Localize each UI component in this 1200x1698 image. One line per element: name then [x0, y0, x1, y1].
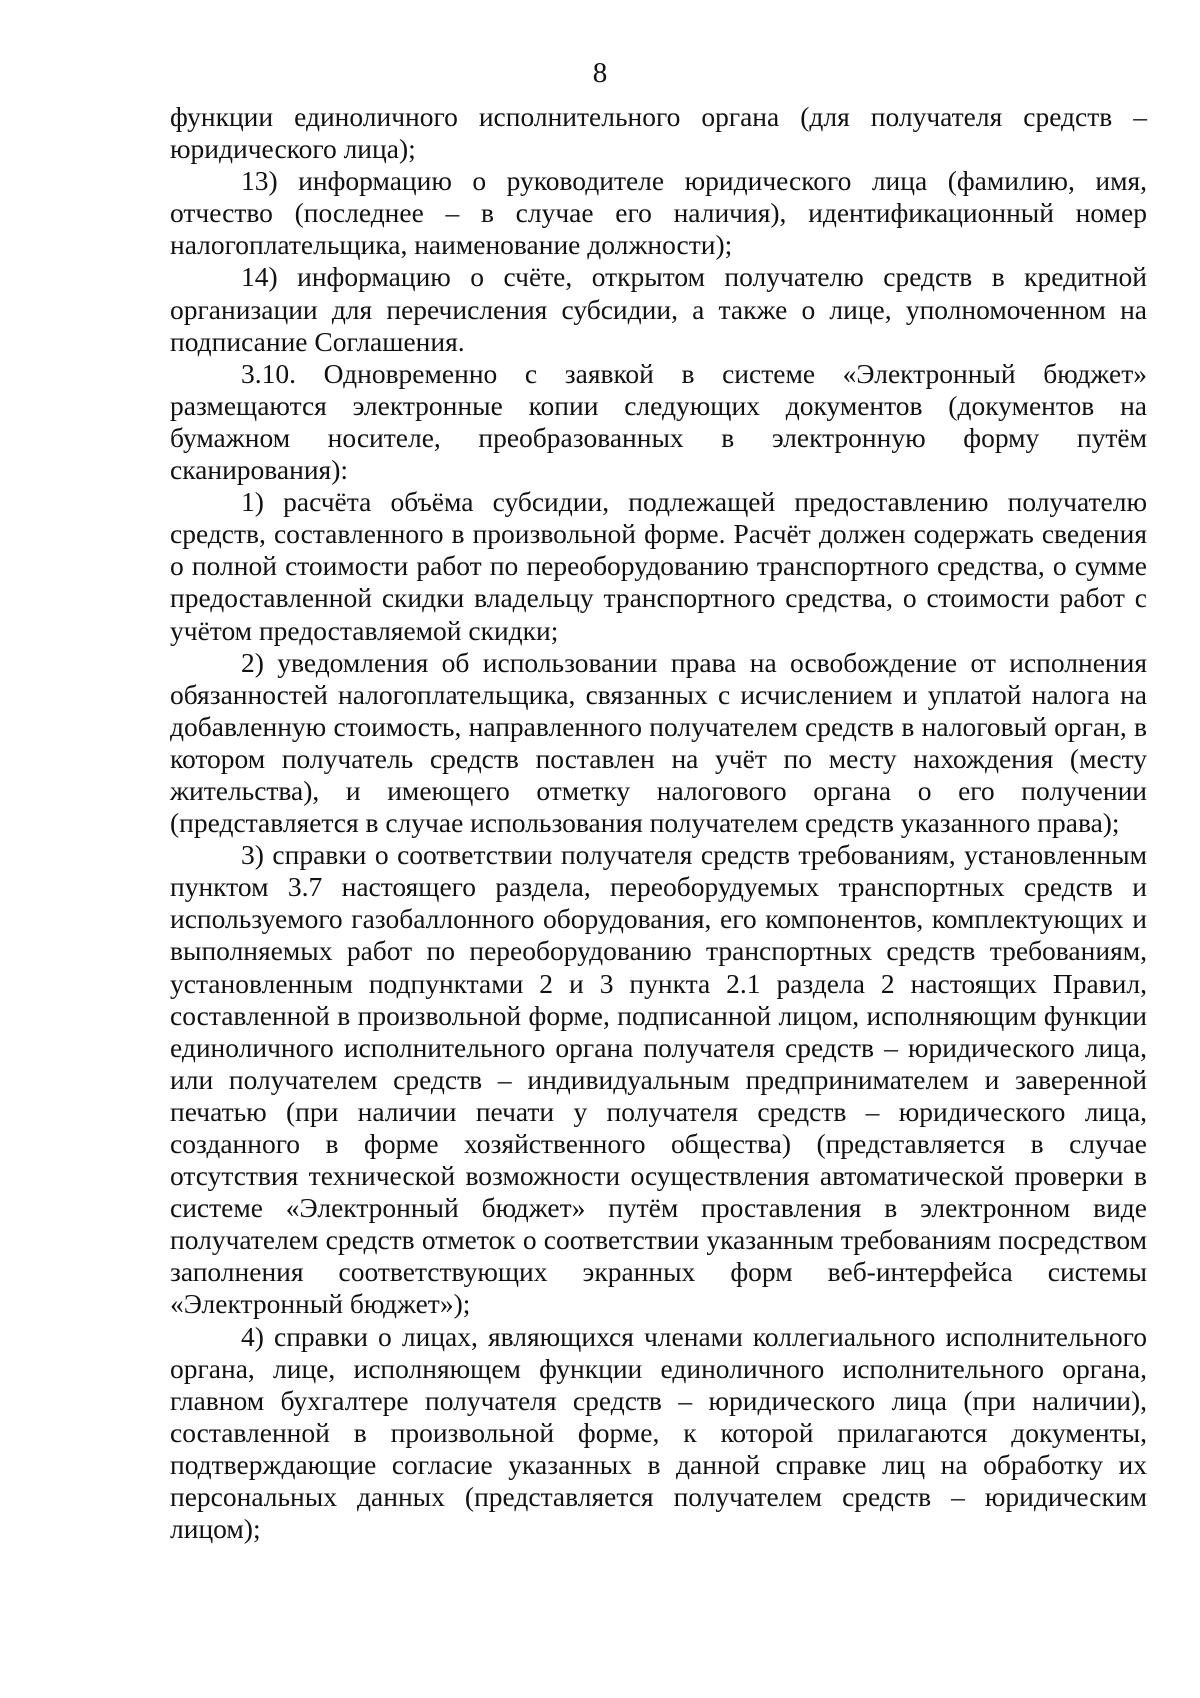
- paragraph-doc-item-1: 1) расчёта объёма субсидии, подлежащей предоставлению получателю средств, составленного в произвольной форме. Расчёт должен содержать сведения о полной стоимости работ по переоборудованию транспортного средства, о сумме предоставленной скидки владельцу транспортного средства, о стоимости работ с учётом предоставляемой скидки;: [170, 486, 1147, 646]
- paragraph-item-14: 14) информацию о счёте, открытом получателю средств в кредитной организации для перечисления субсидии, а также о лице, уполномоченном на подписание Соглашения.: [170, 261, 1147, 357]
- paragraph-section-3-10: 3.10. Одновременно с заявкой в системе «Электронный бюджет» размещаются электронные копии следующих документов (документов на бумажном носителе, преобразованных в электронную форму путём сканирования):: [170, 357, 1147, 486]
- paragraph-item-13: 13) информацию о руководителе юридического лица (фамилию, имя, отчество (последнее – в случае его наличия), идентификационный номер налогоплательщика, наименование должности);: [170, 165, 1147, 261]
- document-body: [170, 101, 1147, 1545]
- paragraph-continuation: функции единоличного исполнительного органа (для получателя средств – юридического лица);: [170, 101, 1147, 165]
- page-number: 8: [592, 57, 608, 89]
- paragraph-doc-item-2: 2) уведомления об использовании права на освобождение от исполнения обязанностей налогоплательщика, связанных с исчислением и уплатой налога на добавленную стоимость, направленного получателем средств в налоговый орган, в котором получатель средств поставлен на учёт по месту нахождения (месту жительства), и имеющего отметку налогового органа о его получении (представляется в случае использования получателем средств указанного права);: [170, 646, 1147, 839]
- paragraph-doc-item-3: 3) справки о соответствии получателя средств требованиям, установленным пунктом 3.7 настоящего раздела, переоборудуемых транспортных средств и используемого газобаллонного оборудования, его компонентов, комплектующих и выполняемых работ по переоборудованию транспортных средств требованиям, установленным подпунктами 2 и 3 пункта 2.1 раздела 2 настоящих Правил, составленной в произвольной форме, подписанной лицом, исполняющим функции единоличного исполнительного органа получателя средств – юридического лица, или получателем средств – индивидуальным предпринимателем и заверенной печатью (при наличии печати у получателя средств – юридического лица, созданного в форме хозяйственного общества) (представляется в случае отсутствия технической возможности осуществления автоматической проверки в системе «Электронный бюджет» путём проставления в электронном виде получателем средств отметок о соответствии указанным требованиям посредством заполнения соответствующих экранных форм веб-интерфейса системы «Электронный бюджет»);: [170, 839, 1147, 1320]
- paragraph-doc-item-4: 4) справки о лицах, являющихся членами коллегиального исполнительного органа, лице, исполняющем функции единоличного исполнительного органа, главном бухгалтере получателя средств – юридического лица (при наличии), составленной в произвольной форме, к которой прилагаются документы, подтверждающие согласие указанных в данной справке лиц на обработку их персональных данных (представляется получателем средств – юридическим лицом);: [170, 1320, 1147, 1545]
